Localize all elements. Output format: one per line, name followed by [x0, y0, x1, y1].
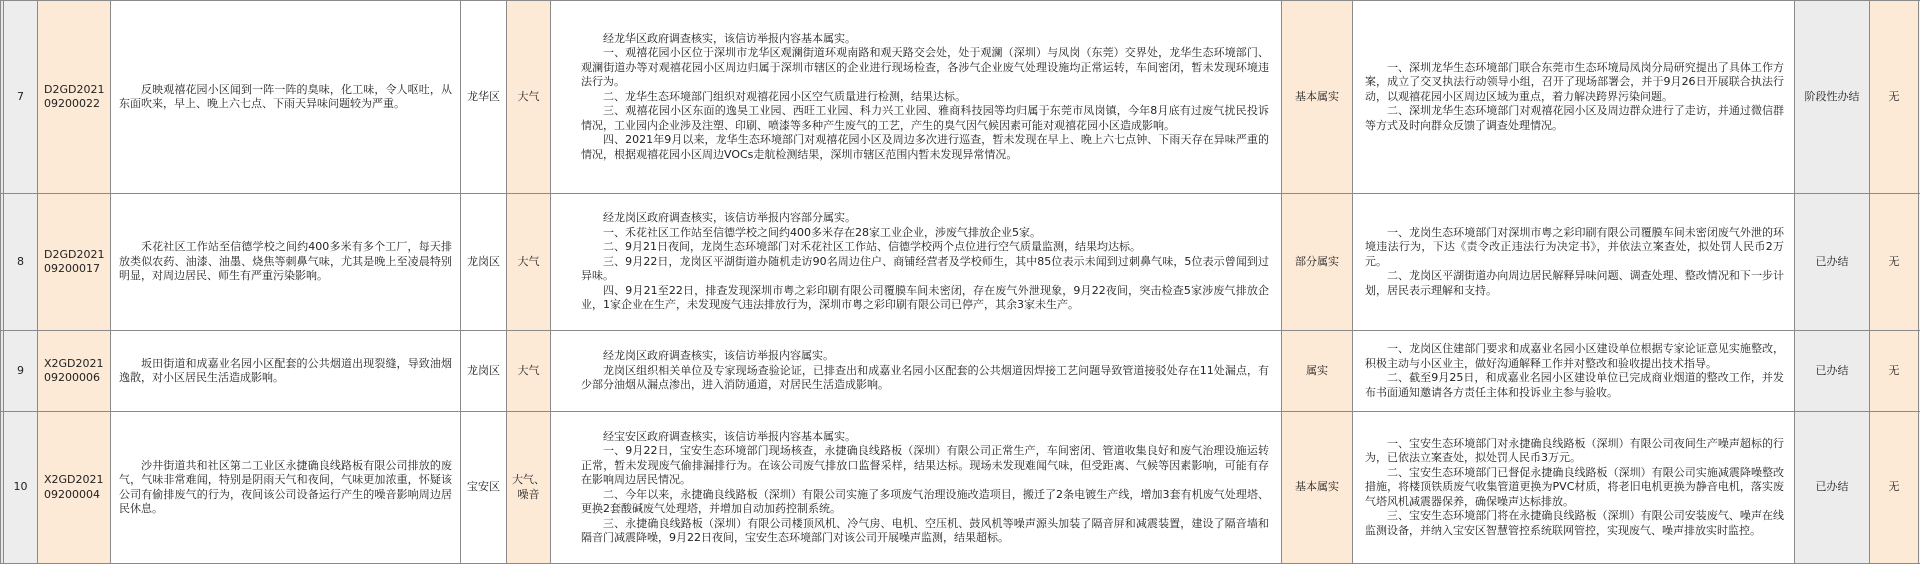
investigation-result	[551, 331, 1282, 412]
complaint-content: 禾花社区工作站至信德学校之间约400多米有多个工厂，每天排放类似农药、油漆、油墨、烧焦等刺鼻气味，尤其是晚上至凌晨特别明显，对周边居民、师生有严重污染影响。	[111, 194, 461, 331]
pollution-type: 大气	[507, 194, 551, 331]
investigation-paragraph: 四、9月21至22日，排查发现深圳市粤之彩印刷有限公司覆膜车间未密闭，存在废气外泄现象，9月22夜间，突击检查5家涉废气排放企业，1家企业在生产，未发现废气违法排放行为，深圳市粤之彩印刷有限公司已停产，其余3家未生产。	[581, 283, 1269, 312]
handling-paragraph: 一、龙岗生态环境部门对深圳市粤之彩印刷有限公司覆膜车间未密闭废气外泄的环境违法行为，下达《责令改正违法行为决定书》，并依法立案查处，拟处罚人民币2万元。	[1365, 225, 1784, 268]
investigation-paragraph: 二、龙华生态环境部门组织对观禧花园小区空气质量进行检测，结果达标。	[603, 89, 966, 103]
handling-measures	[1353, 331, 1795, 412]
handling-paragraph: 一、龙岗区住建部门要求和成嘉业名园小区建设单位根据专家论证意见实施整改，积极主动与小区业主，做好沟通解释工作并对整改和验收提出技术指导。	[1365, 342, 1784, 370]
administrative-district: 宝安区	[461, 412, 507, 564]
handling-measures	[1353, 412, 1795, 564]
investigation-result	[551, 194, 1282, 331]
pollution-type: 大气、噪音	[507, 412, 551, 564]
investigation-paragraph: 经龙华区政府调查核实，该信访举报内容基本属实。	[603, 31, 856, 45]
investigation-paragraph: 三、9月22日，龙岗区平湖街道办随机走访90名周边住户、商铺经营者及学校师生，其中85位表示未闻到过刺鼻气味，5位表示曾闻到过异味。	[581, 254, 1269, 283]
investigation-paragraph: 一、观禧花园小区位于深圳市龙华区观澜街道环观南路和观天路交会处，处于观澜（深圳）与凤岗（东莞）交界处，龙华生态环境部门、观澜街道办等对观禧花园小区周边归属于深圳市辖区的企业进行现场检查，各涉气企业废气处理设施均正常运转，车间密闭，暂未发现环境违法行为。	[581, 46, 1269, 89]
investigation-paragraph: 四、2021年9月以来，龙华生态环境部门对观禧花园小区及周边多次进行巡查，暂未发现在早上、晚上六七点钟、下雨天存在异味严重的情况，根据观禧花园小区周边VOCs走航检测结果，深圳市辖区范围内暂未发现异常情况。	[581, 133, 1269, 161]
investigation-paragraph: 二、9月21日夜间，龙岗生态环境部门对禾花社区工作站、信德学校两个点位进行空气质量监测，结果均达标。	[603, 240, 1141, 254]
pollution-type: 大气	[507, 1, 551, 194]
verification-verdict: 属实	[1282, 331, 1353, 412]
table-row	[1, 331, 1920, 412]
accountability-status: 无	[1870, 412, 1919, 564]
investigation-result	[551, 412, 1282, 564]
table-row	[1, 194, 1920, 331]
complaint-content: 反映观禧花园小区闻到一阵一阵的臭味，化工味，令人呕吐，从东面吹来，早上、晚上六七点、下雨天异味问题较为严重。	[111, 1, 461, 194]
handling-paragraph: 一、深圳龙华生态环境部门联合东莞市生态环境局凤岗分局研究提出了具体工作方案，成立了交叉执法行动领导小组，召开了现场部署会，并于9月26日开展联合执法行动，以观禧花园小区周边区域为重点，着力解决跨界污染问题。	[1365, 60, 1784, 103]
handling-paragraph: 二、截至9月25日，和成嘉业名园小区建设单位已完成商业烟道的整改工作，并发布书面通知邀请各方责任主体和投诉业主参与验收。	[1365, 371, 1784, 399]
investigation-paragraph: 经龙岗区政府调查核实，该信访举报内容部分属实。	[603, 211, 856, 225]
case-id: X2GD2021 09200004	[38, 412, 111, 564]
completion-status: 已办结	[1795, 412, 1870, 564]
handling-measures	[1353, 194, 1795, 331]
handling-paragraph: 二、龙岗区平湖街道办向周边居民解释异味问题、调查处理、整改情况和下一步计划，居民表示理解和支持。	[1365, 269, 1784, 297]
administrative-district: 龙岗区	[461, 194, 507, 331]
row-number: 7	[4, 1, 38, 194]
accountability-status: 无	[1870, 194, 1919, 331]
completion-status: 阶段性办结	[1795, 1, 1870, 194]
investigation-paragraph: 三、永捷确良线路板（深圳）有限公司楼顶风机、冷气房、电机、空压机、鼓风机等噪声源头加装了隔音屏和减震装置，建设了隔音墙和隔音门减震降噪，9月22日夜间，宝安生态环境部门对该公司开展噪声监测，结果超标。	[581, 516, 1269, 544]
pollution-type: 大气	[507, 331, 551, 412]
table-row	[1, 412, 1920, 564]
investigation-paragraph: 二、今年以来，永捷确良线路板（深圳）有限公司实施了多项废气治理设施改造项目，搬迁了2条电镀生产线，增加3套有机废气处理塔、更换2套酸碱废气处理塔，并增加自动加药控制系统。	[581, 487, 1269, 515]
completion-status: 已办结	[1795, 331, 1870, 412]
case-id: X2GD2021 09200006	[38, 331, 111, 412]
investigation-result	[551, 1, 1282, 194]
case-id: D2GD2021 09200022	[38, 1, 111, 194]
table-row	[1, 1, 1920, 194]
handling-paragraph: 一、宝安生态环境部门对永捷确良线路板（深圳）有限公司夜间生产噪声超标的行为，已依法立案查处，拟处罚人民币3万元。	[1365, 436, 1784, 465]
investigation-paragraph: 龙岗区组织相关单位及专家现场查验论证，已排查出和成嘉业名园小区配套的公共烟道因焊接工艺问题导致管道接驳处存在11处漏点，有少部分油烟从漏点渗出，进入消防通道，对居民生活造成影响。	[581, 363, 1269, 392]
investigation-paragraph: 一、禾花社区工作站至信德学校之间约400多米存在28家工业企业，涉废气排放企业5家。	[603, 225, 1041, 239]
investigation-paragraph: 经龙岗区政府调查核实，该信访举报内容属实。	[603, 349, 834, 363]
verification-verdict: 基本属实	[1282, 1, 1353, 194]
handling-paragraph: 三、宝安生态环境部门将在永捷确良线路板（深圳）有限公司安装废气、噪声在线监测设备，并纳入宝安区智慧管控系统联网管控，实现废气、噪声排放实时监控。	[1365, 509, 1784, 537]
complaint-content: 沙井街道共和社区第二工业区永捷确良线路板有限公司排放的废气，气味非常难闻，特别是阴雨天气和夜间，气味更加浓重，怀疑该公司有偷排废气的行为，夜间该公司设备运行产生的噪音影响周边居民休息。	[111, 412, 461, 564]
investigation-paragraph: 三、观禧花园小区东面的逸昊工业园、西旺工业园、科力兴工业园、雅商科技园等均归属于东莞市凤岗镇，今年8月底有过废气扰民投诉情况，工业园内企业涉及注塑、印刷、喷漆等多种产生废气的工艺，产生的臭气因气候因素可能对观禧花园小区造成影响。	[581, 104, 1269, 132]
complaint-content: 坂田街道和成嘉业名园小区配套的公共烟道出现裂缝，导致油烟逸散，对小区居民生活造成影响。	[111, 331, 461, 412]
verification-verdict: 基本属实	[1282, 412, 1353, 564]
handling-paragraph: 二、深圳龙华生态环境部门对观禧花园小区及周边群众进行了走访，并通过微信群等方式及时向群众反馈了调查处理情况。	[1365, 104, 1784, 132]
handling-measures	[1353, 1, 1795, 194]
handling-paragraph: 二、宝安生态环境部门已督促永捷确良线路板（深圳）有限公司实施减震降噪整改措施，将楼顶铁质废气收集管道更换为PVC材质，将老旧电机更换为静音电机，落实废气塔风机减震器保养，确保噪声达标排放。	[1365, 465, 1784, 508]
administrative-district: 龙岗区	[461, 331, 507, 412]
accountability-status: 无	[1870, 1, 1919, 194]
row-number: 9	[4, 331, 38, 412]
row-number: 8	[4, 194, 38, 331]
investigation-paragraph: 经宝安区政府调查核实，该信访举报内容基本属实。	[603, 429, 856, 443]
investigation-paragraph: 一、9月22日，宝安生态环境部门现场核查，永捷确良线路板（深圳）有限公司正常生产，车间密闭、管道收集良好和废气治理设施运转正常，暂未发现废气偷排漏排行为。在该公司废气排放口监督采样，结果达标。现场未发现难闻气味，但受距离、气候等因素影响，可能有存在影响周边居民情况。	[581, 444, 1269, 486]
row-number: 10	[4, 412, 38, 564]
administrative-district: 龙华区	[461, 1, 507, 194]
accountability-status: 无	[1870, 331, 1919, 412]
case-id: D2GD2021 09200017	[38, 194, 111, 331]
verification-verdict: 部分属实	[1282, 194, 1353, 331]
completion-status: 已办结	[1795, 194, 1870, 331]
